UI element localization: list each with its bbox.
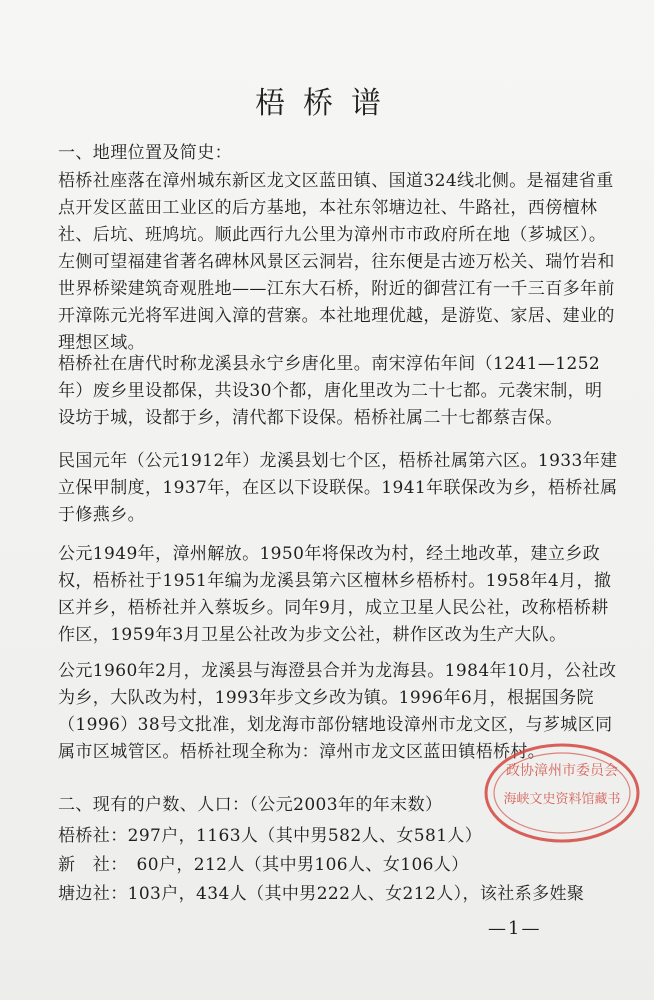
population-row: 梧桥社：297户，1163人（其中男582人、女581人）: [58, 826, 483, 846]
paragraph-text: 梧桥社在唐代时称龙溪县永宁乡唐化里。南宋淳佑年间（1241—1252年）废乡里设都保，共设30个都，唐化里改为二十七都。元袭宋制，明设坊于城，设都于乡，清代都下设保。梧桥社属二十七都蔡吉保。: [58, 354, 603, 428]
svg-text:海峡文史资料馆藏书: 海峡文史资料馆藏书: [503, 792, 621, 807]
paragraph-text: 民国元年（公元1912年）龙溪县划七个区，梧桥社属第六区。1933年建立保甲制度，1937年，在区以下设联保。1941年联保改为乡，梧桥社属于修燕乡。: [58, 451, 618, 525]
paragraph-text: 梧桥社座落在漳州城东新区龙文区蓝田镇、国道324线北侧。是福建省重点开发区蓝田工业区的后方基地，本社东邻塘边社、牛路社，西傍檀林社、后坑、班鸠坑。顺此西行九公里为漳州市市政府所在地（芗城区）。左侧可望福建省著名碑林风景区云洞岩，往东便是古迹万松关、瑞竹岩和世界桥梁建筑奇观胜地——江东大石桥，附近的御营江有一千三百多年前开漳陈元光将军进闽入漳的营寨。本社地理优越，是游览、家居、建业的理想区域。: [58, 171, 615, 353]
paragraph-location: [58, 168, 618, 357]
svg-text:政协漳州市委员会: 政协漳州市委员会: [506, 763, 618, 779]
paragraph-republic-history: [58, 448, 618, 529]
archive-stamp: [482, 741, 642, 845]
population-row: 新 社： 60户，212人（其中男106人、女106人）: [58, 855, 469, 875]
paragraph-tang-history: [58, 351, 618, 432]
document-title: 梧桥谱: [255, 86, 399, 121]
paragraph-1949-history: [58, 541, 618, 649]
page-number: —1—: [488, 918, 542, 939]
section-heading-geography: 一、地理位置及简史：: [58, 143, 232, 163]
paragraph-text: 公元1949年，漳州解放。1950年将保改为村，经土地改革，建立乡政权，梧桥社于1951年编为龙溪县第六区檀林乡梧桥村。1958年4月，撤区并乡，梧桥社并入蔡坂乡。同年9月，成立卫星人民公社，改称梧桥耕作区，1959年3月卫星公社改为步文公社，耕作区改为生产大队。: [58, 544, 612, 645]
paragraph-text: 公元1960年2月，龙溪县与海澄县合并为龙海县。1984年10月，公社改为乡，大队改为村，1993年步文乡改为镇。1996年6月，根据国务院（1996）38号文批准，划龙海市部份辖地设漳州市龙文区，与芗城区同属市区城管区。梧桥社现全称为：漳州市龙文区蓝田镇梧桥村。: [58, 661, 617, 762]
section-heading-population: 二、现有的户数、人口：（公元2003年的年末数）: [58, 795, 443, 815]
population-row: 塘边社：103户，434人（其中男222人、女212人），该社系多姓聚: [58, 884, 585, 904]
